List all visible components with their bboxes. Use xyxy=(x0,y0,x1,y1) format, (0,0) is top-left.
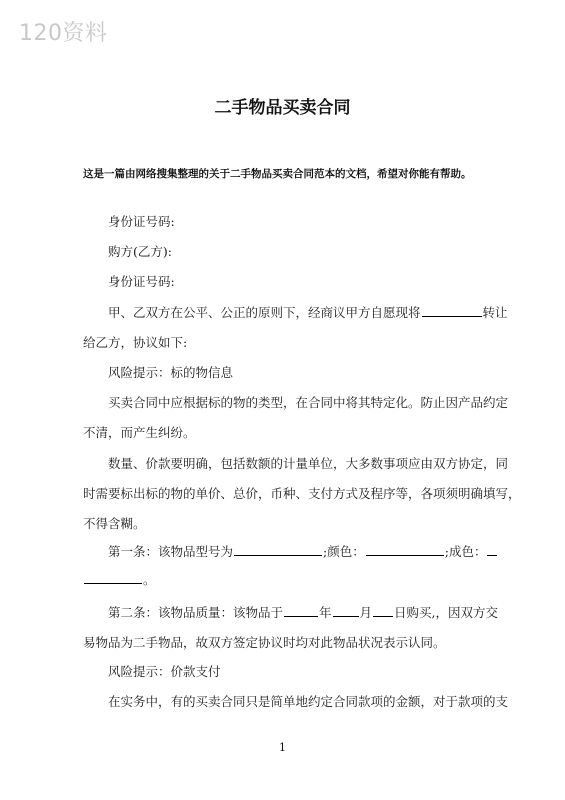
risk-heading-1 xyxy=(108,363,233,381)
article-2-quality-label: 第二条：该物品质量：该物品于 xyxy=(108,605,284,620)
color-blank[interactable] xyxy=(366,543,444,556)
year-label: 年 xyxy=(319,605,332,620)
month-label: 月 xyxy=(359,605,373,620)
paragraph-1-text: 甲、乙双方在公平、公正的原则下，经商议甲方自愿现将 xyxy=(108,305,421,320)
article-2-text-2: 易物品为二手物品，故双方签定协议时均对此物品状况表示认同。 xyxy=(83,635,446,650)
article-1-color-label: ;颜色： xyxy=(323,544,365,559)
buyer-label: 购方(乙方): xyxy=(108,244,172,259)
paragraph-3-line-2 xyxy=(83,484,521,502)
item-blank[interactable] xyxy=(422,304,482,317)
paragraph-2-line-1 xyxy=(108,393,508,411)
paragraph-1-line-1 xyxy=(108,303,508,321)
condition-blank[interactable] xyxy=(84,571,142,584)
intro-text: 这是一篇由网络搜集整理的关于二手物品买卖合同范本的文档，希望对你能有帮助。 xyxy=(83,168,472,180)
day-blank[interactable] xyxy=(373,604,393,617)
id-number-label-2: 身份证号码: xyxy=(108,274,175,289)
article-1-line-1 xyxy=(108,542,498,560)
watermark-logo: 120资料 xyxy=(19,21,108,46)
risk-heading-2 xyxy=(108,662,221,680)
paragraph-3-text-1: 数量、价款要明确，包括数额的计量单位，大多数事项应由双方协定，同 xyxy=(108,456,509,471)
model-blank[interactable] xyxy=(234,543,322,556)
paragraph-3-line-3 xyxy=(83,514,146,532)
paragraph-1-line-2 xyxy=(83,333,187,351)
paragraph-4-text-1: 在实务中，有的买卖合同只是简单地约定合同款项的金额，对于款项的支 xyxy=(108,694,509,709)
article-1-condition-label: ;成色： xyxy=(444,544,487,559)
id-number-line-2 xyxy=(108,272,175,290)
buyer-line xyxy=(108,242,172,260)
paragraph-2-text-1: 买卖合同中应根据标的物的类型，在合同中将其特定化。防止因产品约定 xyxy=(108,395,509,410)
month-blank[interactable] xyxy=(333,604,359,617)
paragraph-1-text-2: 给乙方，协议如下: xyxy=(83,335,188,350)
paragraph-3-text-2: 时需要标出标的物的单价、总价，币种、支付方式及程序等，各项须明确填写， xyxy=(83,486,521,501)
id-number-label-1: 身份证号码: xyxy=(108,214,175,229)
paragraph-4-line-1 xyxy=(108,692,508,710)
article-1-model-label: 第一条：该物品型号为 xyxy=(108,544,234,559)
condition-blank-start[interactable] xyxy=(487,543,497,556)
paragraph-2-line-2 xyxy=(83,423,196,441)
risk-heading-1-text: 风险提示：标的物信息 xyxy=(108,365,234,380)
document-title: 二手物品买卖合同 xyxy=(214,98,351,118)
article-1-line-2 xyxy=(83,570,156,588)
id-number-line-1 xyxy=(108,212,175,230)
article-2-line-1 xyxy=(108,603,498,621)
paragraph-3-line-1 xyxy=(108,454,508,472)
paragraph-2-text-2: 不清，而产生纠纷。 xyxy=(83,425,196,440)
risk-heading-2-text: 风险提示：价款支付 xyxy=(108,664,221,679)
page-number: 1 xyxy=(279,741,286,754)
paragraph-1-tail: 转让 xyxy=(482,305,508,320)
article-2-line-2 xyxy=(83,633,446,651)
day-label: 日购买,，因双方交 xyxy=(394,605,499,620)
article-1-end: 。 xyxy=(143,572,156,587)
year-blank[interactable] xyxy=(284,604,318,617)
paragraph-3-text-3: 不得含糊。 xyxy=(83,516,146,531)
